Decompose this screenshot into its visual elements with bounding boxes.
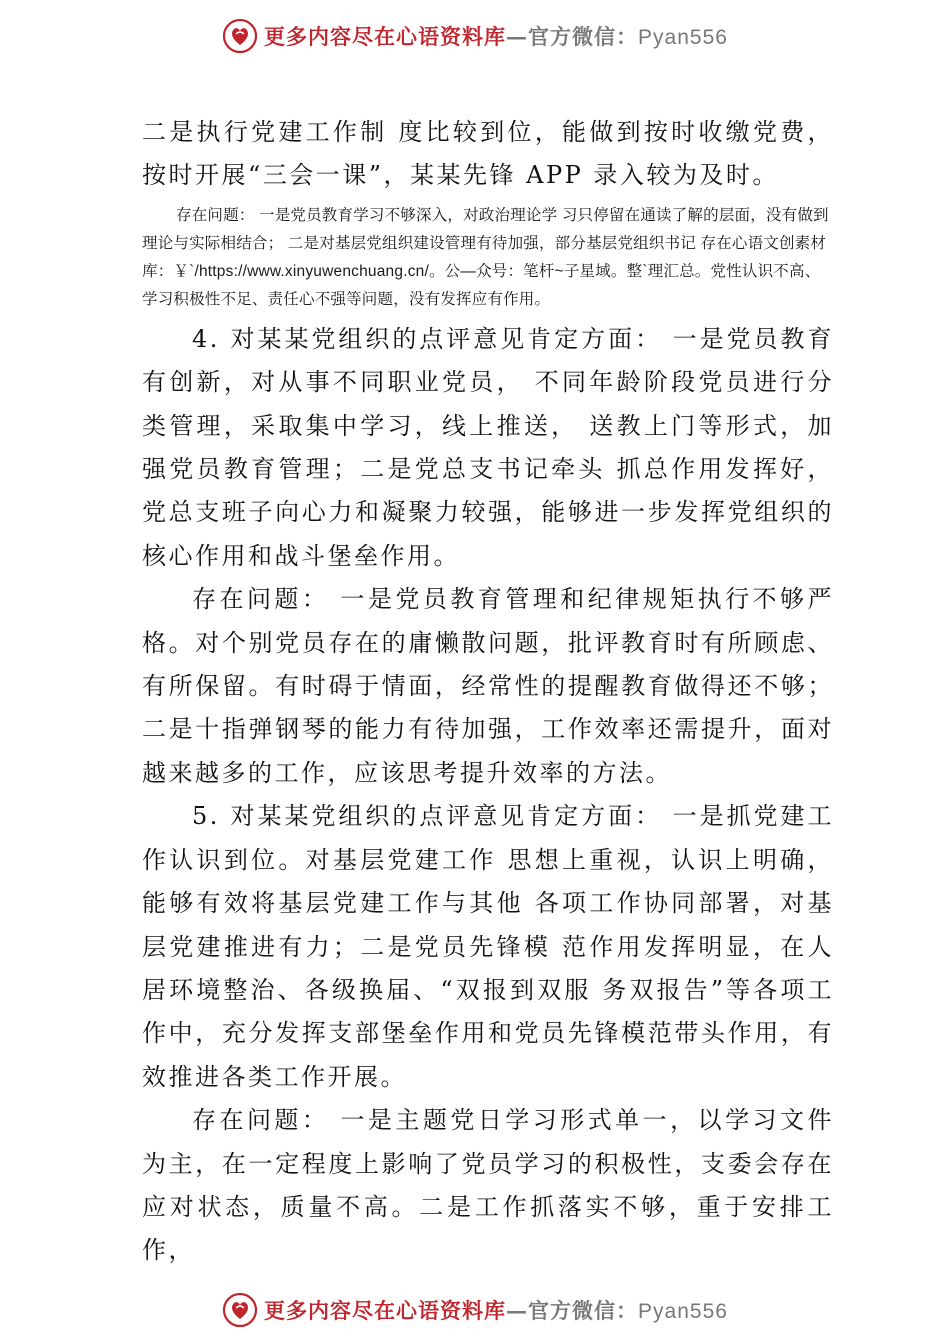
paragraph-3: 存在问题： 一是党员教育管理和纪律规矩执行不够严格。对个别党员存在的庸懒散问题，批评教育时有所顾虑、有所保留。有时碍于情面，经常性的提醒教育做得还不够；二是十指弹钢琴的能力有待加强，工作效率还需提升，面对越来越多的工作，应该思考提升效率的方法。 — [142, 585, 834, 787]
banner-text — [264, 21, 728, 51]
banner-subtitle: —官方微信： — [506, 1298, 639, 1323]
paragraph-1: 二是执行党建工作制 度比较到位，能做到按时收缴党费，按时开展“三会一课”，某某先锋 APP 录入较为及时。 — [142, 118, 834, 190]
banner-subtitle: —官方微信： — [506, 24, 639, 49]
banner-wechat-id: Pyan556 — [638, 26, 728, 49]
heart-lotus-logo-icon — [222, 1292, 258, 1328]
watermark-note: 存在问题： 一是党员教育学习不够深入，对政治理论学 习只停留在通读了解的层面，没有做到理论与实际相结合； 二是对基层党组织建设管理有待加强，部分基层党组织书记 存在心语文创素材库：￥`/https://www.xinyuwenchuang.cn/。公—众号：笔杆~子星域。整`理汇总。党性认识不高、学习积极性不足、责任心不强等问题，没有发挥应有作用。 — [142, 206, 829, 308]
header-banner — [0, 14, 950, 58]
paragraph-2: 4. 对某某党组织的点评意见肯定方面： 一是党员教育有创新，对从事不同职业党员， 不同年龄阶段党员进行分类管理，采取集中学习，线上推送， 送教上门等形式，加强党员教育管理；二是党总支书记牵头 抓总作用发挥好，党总支班子向心力和凝聚力较强，能够进一步发挥党组织的核心作用和战斗堡垒作用。 — [142, 324, 834, 570]
banner-title: 更多内容尽在心语资料库 — [264, 24, 507, 49]
document-body — [142, 111, 834, 1273]
paragraph-5: 存在问题： 一是主题党日学习形式单一，以学习文件为主，在一定程度上影响了党员学习的积极性，支委会存在应对状态，质量不高。二是工作抓落实不够，重于安排工作， — [142, 1106, 834, 1265]
footer-banner — [0, 1288, 950, 1332]
paragraph-4: 5. 对某某党组织的点评意见肯定方面： 一是抓党建工作认识到位。对基层党建工作 思想上重视，认识上明确，能够有效将基层党建工作与其他 各项工作协同部署，对基层党建推进有力；二是党员先锋模 范作用发挥明显，在人居环境整治、各级换届、“双报到双服 务双报告”等各项工作中，充分发挥支部堡垒作用和党员先锋模范带头作用，有效推进各类工作开展。 — [142, 802, 834, 1091]
banner-wechat-id: Pyan556 — [638, 1300, 728, 1323]
heart-lotus-logo-icon — [222, 18, 258, 54]
banner-title: 更多内容尽在心语资料库 — [264, 1298, 507, 1323]
banner-text — [264, 1295, 728, 1325]
